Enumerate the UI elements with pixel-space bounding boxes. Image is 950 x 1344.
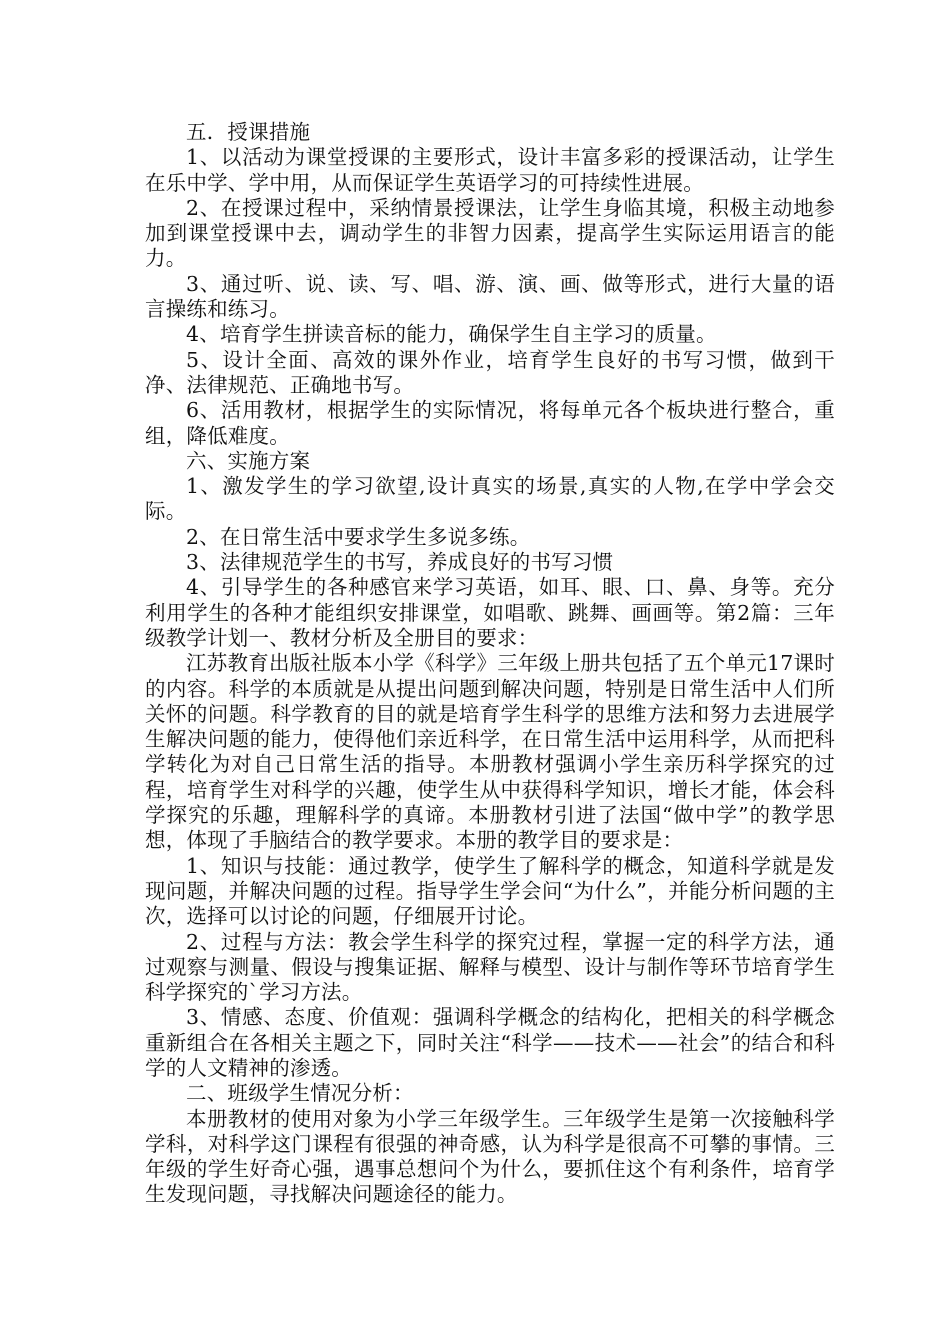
paragraph: 6、活用教材，根据学生的实际情况，将每单元各个板块进行整合，重组，降低难度。 — [145, 398, 835, 448]
section-heading-teaching-measures: 五．授课措施 — [186, 120, 311, 144]
paragraph: 2、在授课过程中，采纳情景授课法，让学生身临其境，积极主动地参加到课堂授课中去，调动学生的非智力因素，提高学生实际运用语言的能力。 — [145, 195, 835, 271]
section-heading-implementation-plan: 六、实施方案 — [186, 448, 311, 473]
paragraph: 1、知识与技能：通过教学，使学生了解科学的概念，知道科学就是发现问题，并解决问题的过程。指导学生学会问“为什么”，并能分析问题的主次，选择可以讨论的问题，仔细展开讨论。 — [145, 853, 835, 929]
paragraph: 3、法律规范学生的书写，养成良好的书写习惯 — [186, 550, 614, 575]
paragraph: 5、设计全面、高效的课外作业，培育学生良好的书写习惯，做到干净、法律规范、正确地书写。 — [145, 347, 835, 397]
paragraph: 3、通过听、说、读、写、唱、游、演、画、做等形式，进行大量的语言操练和练习。 — [145, 271, 835, 322]
paragraph: 2、在日常生活中要求学生多说多练。 — [186, 524, 531, 549]
paragraph: 3、情感、态度、价值观：强调科学概念的结构化，把相关的科学概念重新组合在各相关主题之下，同时关注“科学——技术——社会”的结合和科学的人文精神的渗透。 — [145, 1005, 835, 1080]
paragraph: 江苏教育出版社版本小学《科学》三年级上册共包括了五个单元17课时的内容。科学的本质就是从提出问题到解决问题，特别是日常生活中人们所关怀的问题。科学教育的目的就是培育学生科学的思维方法和努力去进展学生解决问题的能力，使得他们亲近科学，在日常生活中运用科学，从而把科学转化为对自己日常生活的指导。本册教材强调小学生亲历科学探究的过程，培育学生对科学的兴趣，使学生从中获得科学知识，增长才能，体会科学探究的乐趣，理解科学的真谛。本册教材引进了法国“做中学”的教学思想，体现了手脑结合的教学要求。本册的教学目的要求是： — [145, 651, 835, 853]
paragraph: 4、引导学生的各种感官来学习英语，如耳、眼、口、鼻、身等。充分利用学生的各种才能组织安排课堂，如唱歌、跳舞、画画等。第2篇：三年级教学计划一、教材分析及全册目的要求： — [145, 575, 835, 650]
paragraph: 4、培育学生拼读音标的能力，确保学生自主学习的质量。 — [186, 322, 717, 347]
paragraph: 1、以活动为课堂授课的主要形式，设计丰富多彩的授课活动，让学生在乐中学、学中用，从而保证学生英语学习的可持续性进展。 — [145, 145, 835, 195]
section-heading-student-analysis: 二、班级学生情况分析： — [186, 1081, 414, 1106]
paragraph: 1、激发学生的学习欲望,设计真实的场景,真实的人物,在学中学会交际。 — [145, 474, 835, 524]
paragraph: 2、过程与方法：教会学生科学的探究过程，掌握一定的科学方法，通过观察与测量、假设与搜集证据、解释与模型、设计与制作等环节培育学生科学探究的`学习方法。 — [145, 929, 835, 1005]
document-body — [145, 120, 835, 1208]
paragraph: 本册教材的使用对象为小学三年级学生。三年级学生是第一次接触科学学科，对科学这门课程有很强的神奇感，认为科学是很高不可攀的事情。三年级的学生好奇心强，遇事总想问个为什么，要抓住这个有利条件，培育学生发现问题，寻找解决问题途径的能力。 — [145, 1106, 835, 1207]
